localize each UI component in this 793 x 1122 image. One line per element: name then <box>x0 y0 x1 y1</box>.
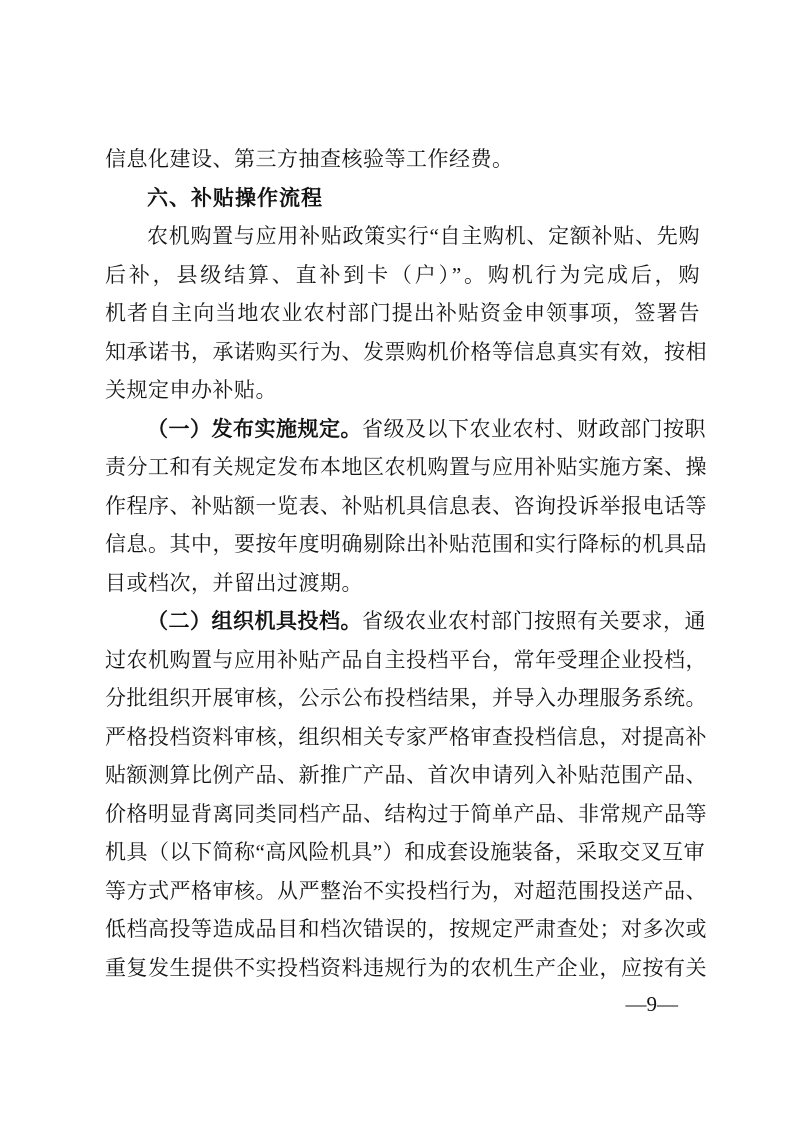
text-line <box>105 949 707 988</box>
body-text: 机具（以下简称“高风险机具”）和成套设施装备，采取交叉互审 <box>105 840 706 864</box>
text-line <box>105 294 700 333</box>
body-text: 机者自主向当地农业农村部门提出补贴资金申领事项，签署告 <box>105 301 700 325</box>
text-line <box>105 910 707 949</box>
body-text: 后补，县级结算、直补到卡（户）”。购机行为完成后，购 <box>105 262 700 287</box>
heading-text: （二）组织机具投档。 <box>147 609 362 633</box>
text-line <box>105 217 700 256</box>
page-footer <box>105 987 700 1017</box>
body-text: 知承诺书，承诺购买行为、发票购机价格等信息真实有效，按相 <box>105 339 707 364</box>
body-text: 低档高投等造成品目和档次错误的，按规定严肃查处；对多次或 <box>105 917 707 941</box>
text-line <box>105 602 706 641</box>
body-text: 严格投档资料审核，组织相关专家严格审查投档信息，对提高补 <box>105 724 707 749</box>
body-text: 省级及以下农业农村、财政部门按职 <box>362 416 706 441</box>
text-line <box>105 795 707 834</box>
body-text: 价格明显背离同类同档产品、结构过于简单产品、非常规产品等 <box>105 801 707 826</box>
body-text: 分批组织开展审核，公示公布投档结果，并导入办理服务系统。 <box>105 686 707 710</box>
text-line <box>105 718 707 757</box>
text-line <box>105 679 707 718</box>
text-line <box>105 525 707 564</box>
text-line <box>105 179 700 218</box>
body-text: 作程序、补贴额一览表、补贴机具信息表、咨询投诉举报电话等 <box>105 493 707 518</box>
text-line <box>105 756 707 795</box>
text-line <box>105 140 700 179</box>
body-text: 重复发生提供不实投档资料违规行为的农机生产企业，应按有关 <box>105 955 707 980</box>
page-number: —9— <box>625 992 678 1016</box>
text-line <box>105 371 700 410</box>
text-line <box>105 333 707 372</box>
document-body <box>105 140 707 987</box>
text-line <box>105 641 707 680</box>
text-line <box>105 487 707 526</box>
body-text: 关规定申办补贴。 <box>105 378 277 402</box>
body-text: 省级农业农村部门按照有关要求，通 <box>362 609 706 633</box>
text-line <box>105 833 706 872</box>
heading-text: 六、补贴操作流程 <box>147 186 323 210</box>
body-text: 信息。其中，要按年度明确剔除出补贴范围和实行降标的机具品 <box>105 532 707 556</box>
text-line <box>105 256 700 295</box>
body-text: 目或档次，并留出过渡期。 <box>105 570 363 595</box>
heading-text: （一）发布实施规定。 <box>147 416 362 441</box>
text-line <box>105 564 700 603</box>
body-text: 信息化建设、第三方抽查核验等工作经费。 <box>105 147 514 171</box>
body-text: 过农机购置与应用补贴产品自主投档平台，常年受理企业投档， <box>105 647 707 672</box>
body-text: 农机购置与应用补贴政策实行“自主购机、定额补贴、先购 <box>147 224 700 248</box>
text-line <box>105 448 707 487</box>
text-line <box>105 410 706 449</box>
text-line <box>105 872 707 911</box>
body-text: 贴额测算比例产品、新推广产品、首次申请列入补贴范围产品、 <box>105 763 707 787</box>
body-text: 责分工和有关规定发布本地区农机购置与应用补贴实施方案、操 <box>105 455 707 479</box>
body-text: 等方式严格审核。从严整治不实投档行为，对超范围投送产品、 <box>105 878 707 903</box>
